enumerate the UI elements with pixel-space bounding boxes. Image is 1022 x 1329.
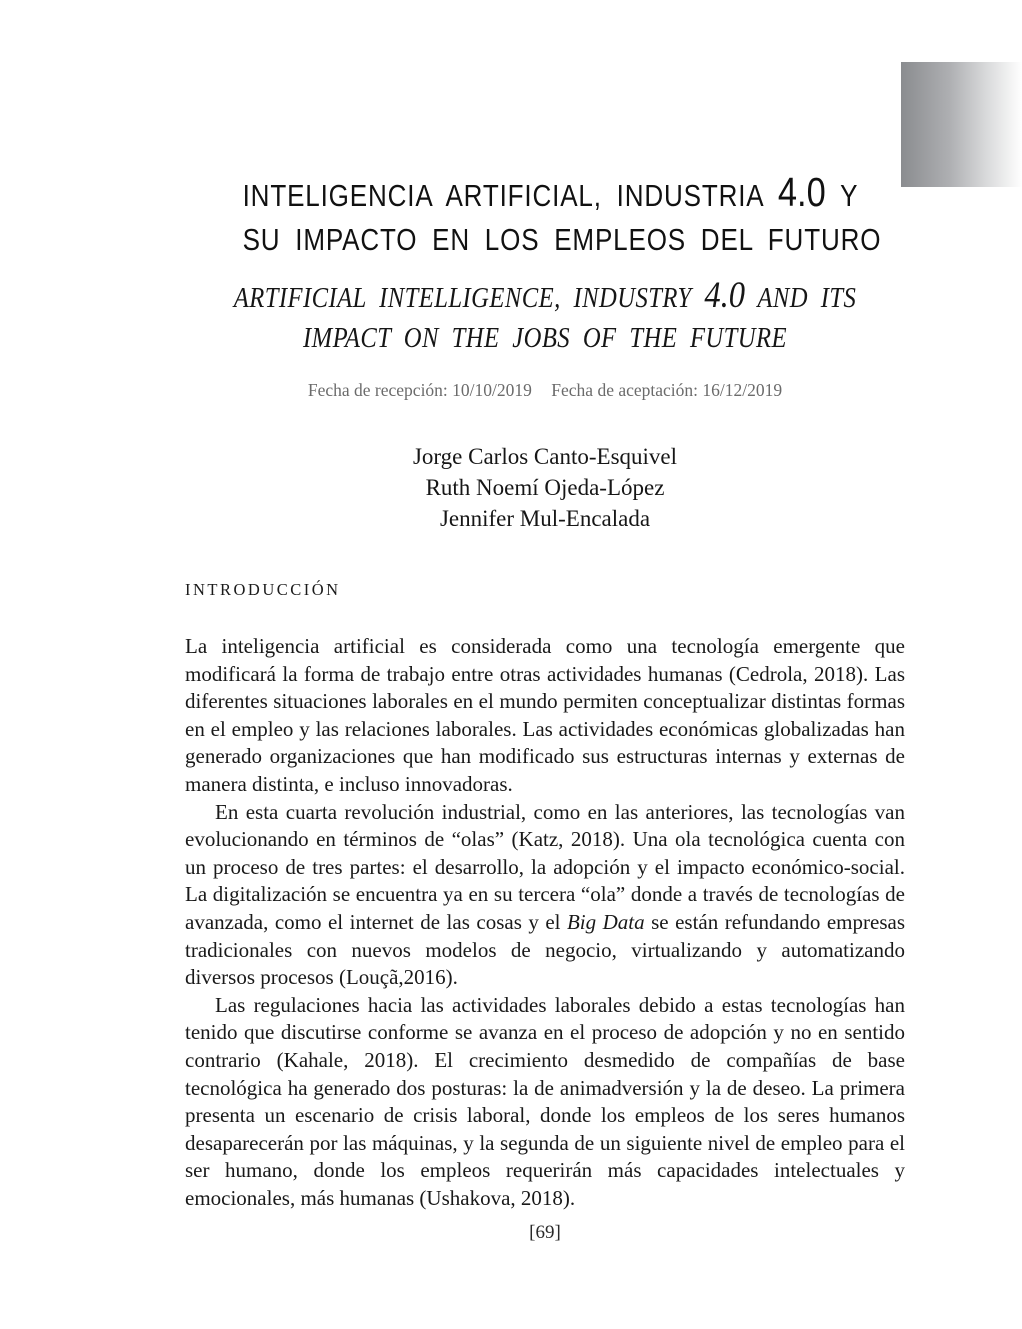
- paragraph-2-text-before: En esta cuarta revolución industrial, como en las anteriores, las tecnologías van evolucionando en términos de “olas” (Katz, 2018). Una ola tecnológica cuenta con un proceso de tres partes: el desarrollo, la adopción y el impacto económico-social. La digitalización se encuentra ya en su tercera “ola” donde a través de tecnologías de avanzada, como el internet de las cosas y el: [185, 799, 905, 934]
- title-spanish-line1-post: Y: [825, 178, 859, 213]
- corner-gradient-decoration: [901, 62, 1022, 187]
- content-column: [185, 0, 905, 1212]
- title-spanish-line1: [242, 169, 859, 218]
- author-name: Jorge Carlos Canto-Esquivel: [412, 444, 678, 469]
- paragraph-1-text: La inteligencia artificial es considerada como una tecnología emergente que modificará la forma de trabajo entre otras actividades humanas (Cedrola, 2018). Las diferentes situaciones laborales en el mundo permiten conceptualizar distintas formas en el empleo y las relaciones laborales. Las actividades económicas globalizadas han generado organizaciones que han modificado sus estructuras internas y externas de manera distinta, e incluso innovadoras.: [185, 634, 905, 796]
- title-spanish: [185, 170, 905, 262]
- title-spanish-line1-pre: INTELIGENCIA ARTIFICIAL, INDUSTRIA: [242, 178, 778, 213]
- reception-date: Fecha de recepción: 10/10/2019: [307, 380, 532, 400]
- acceptance-date: Fecha de aceptación: 16/12/2019: [551, 380, 783, 400]
- title-english-line1-pre: ARTIFICIAL INTELLIGENCE, INDUSTRY: [233, 283, 705, 314]
- title-english-line1-post: AND ITS: [745, 283, 857, 314]
- title-english-line2: IMPACT ON THE JOBS OF THE FUTURE: [302, 323, 788, 354]
- author-name: Ruth Noemí Ojeda-López: [425, 475, 665, 500]
- title-english-version-number: 4.0: [704, 275, 746, 316]
- paragraph-2-text-after: se están refundando empresas tradicionales con nuevos modelos de negocio, virtualizando y automatizando diversos procesos (Louçã,2016).: [185, 909, 905, 990]
- author-name: Jennifer Mul-Encalada: [439, 506, 651, 531]
- paragraph-2: [185, 799, 905, 992]
- paragraph-3-text: Las regulaciones hacia las actividades laborales debido a estas tecnologías han tenido que discutirse conforme se avanza en el proceso de adopción y no en sentido contrario (Kahale, 2018). El crecimiento desmedido de compañías de base tecnológica ha generado dos posturas: la de animadversión y la de deseo. La primera presenta un escenario de crisis laboral, donde los empleos de los seres humanos desaparecerán por las máquinas, y la segunda de un siguiente nivel de empleo para el ser humano, donde los empleos requerirán más capacidades intelectuales y emocionales, más humanas (Ushakova, 2018).: [185, 992, 905, 1210]
- authors-block: [185, 441, 905, 534]
- section-heading-introduccion: INTRODUCCIÓN: [185, 580, 341, 599]
- introduction-text: [185, 633, 905, 1212]
- title-english-line1: [228, 276, 862, 319]
- title-spanish-line2: SU IMPACTO EN LOS EMPLEOS DEL FUTURO: [242, 222, 882, 257]
- dates-line: [185, 380, 905, 401]
- page-number: [69]: [529, 1222, 561, 1243]
- title-spanish-version-number: 4.0: [777, 169, 826, 215]
- paragraph-1: [185, 633, 905, 799]
- big-data-italic-term: Big Data: [566, 909, 645, 934]
- paragraph-3: [185, 992, 905, 1213]
- title-english: [185, 276, 905, 359]
